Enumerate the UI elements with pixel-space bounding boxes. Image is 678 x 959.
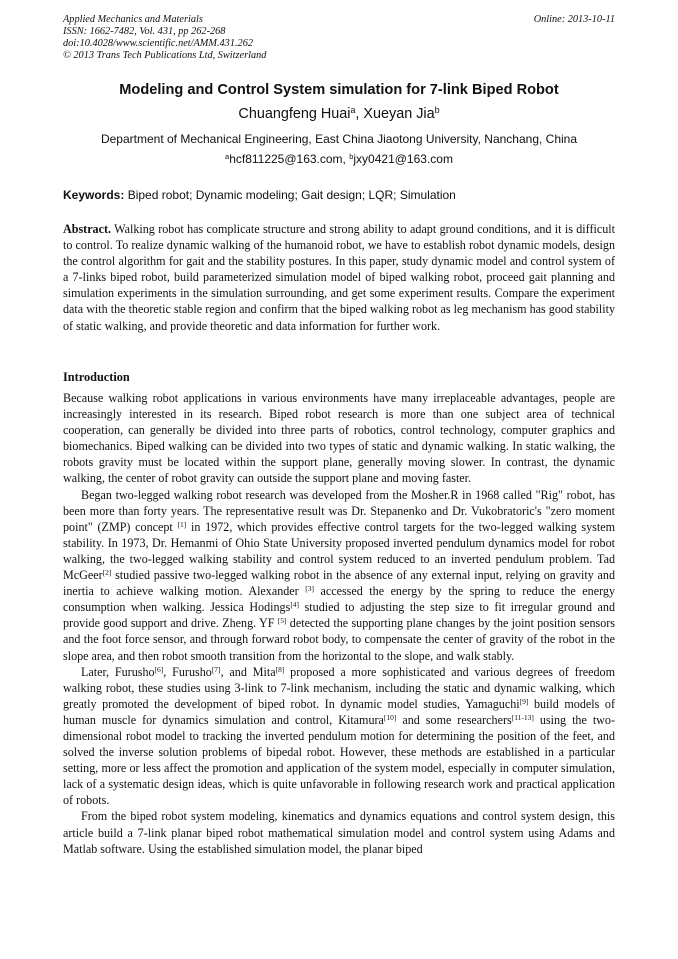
citation-ref[interactable]: [3] [305,584,314,593]
author-name: Chuangfeng Huai [238,106,351,122]
author-affil-marker: b [434,105,440,116]
journal-name: Applied Mechanics and Materials [63,14,203,25]
author-line [40,105,638,123]
introduction-body [63,390,615,857]
citation-ref[interactable]: [4] [290,600,300,610]
issn-line: ISSN: 1662-7482, Vol. 431, pp 262-268 [63,26,226,37]
paragraph-text: and some researchers [396,712,512,727]
citation-ref[interactable]: [2] [102,567,112,577]
doi-line[interactable]: doi:10.4028/www.scientific.net/AMM.431.262 [63,38,253,49]
citation-ref[interactable]: [5] [277,616,287,626]
author-email-link[interactable]: hcf811225@163.com, [229,152,350,166]
paragraph-text: detected the supporting plane changes by the joint position sensors and the foot force sensor, and through forward robot body, to compensate the center of gravity of the robot in the slope area, and then robot smooth transition from the horizontal to the slope, and walk stably. [63,616,616,663]
keywords [63,187,615,203]
paragraph: Because walking robot applications in various environments have many irreplaceable advantages, people are increasingly interested in its research. Biped robot research is more than one subject area of technical cooperation, can generally be divided into three parts of robotics, control technology, computer graphics and biomechanics. Biped walking can be divided into two types of static and dynamic walking. In static walking, the robots gravity must be located within the support plane, generally moving slower. In contrast, the dynamic walking, the center of robot gravity can outside the support plane and moving faster. [63,391,615,486]
keywords-text: Biped robot; Dynamic modeling; Gait design; LQR; Simulation [124,188,456,202]
citation-ref[interactable]: [6] [154,664,164,674]
paper-title: Modeling and Control System simulation for 7-link Biped Robot [119,82,559,98]
paragraph-text: , Furusho [163,664,212,679]
author-separator: , [355,106,364,122]
paragraph [63,664,615,809]
paragraph-text: studied to adjusting the step size to fit irregular ground and provide good support and drive. Zheng. YF [63,600,616,631]
abstract-label: Abstract. [63,222,112,236]
email-marker: b [349,151,354,161]
author-email-link[interactable]: jxy0421@163.com [353,152,453,166]
paragraph-text: using the two-dimensional robot model to tracking the inverted pendulum motion for determining the position of the feet, and solved the inverse solution problems of bipedal robot. However, these methods are established in a particular setting, more or less affect the promotion and application of the system model, especially in computer simulation, lack of a systematic design ideas, which is quite unfavorable in following research work and practical application of robots. [63,712,615,808]
paragraph-text: Began two-legged walking robot research was developed from the Mosher.R in 1968 called "Rig" robot, has been more than forty years. The representative result was Dr. Stepanenko and Dr. Vukobratoric's "zero moment point" (ZMP) concept [63,487,615,534]
paragraph-text: in 1972, which provides effective control targets for the two-legged walking system stability. In 1973, Dr. Hemanmi of Ohio State University proposed inverted pendulum dynamics model for robot walking, the two-legged walking stability and control system reduced to an inverted pendulum problem. Tad McGeer [63,519,615,583]
email-line [40,151,638,167]
citation-ref[interactable]: [1] [177,519,187,529]
citation-ref[interactable]: [7] [211,664,221,674]
email-marker: a [225,151,230,161]
online-date: Online: 2013-10-11 [533,14,615,25]
citation-ref[interactable]: [11-13] [511,712,534,722]
journal-header [63,14,615,62]
citation-ref[interactable]: [8] [275,664,285,674]
abstract-text: Walking robot has complicate structure and strong ability to adapt ground conditions, and it is difficult to control. To realize dynamic walking of the humanoid robot, we have to establish robot dynamic models, design the control algorithm for gait and the stability postures. In this paper, study dynamic model and control system of a 7-links biped robot, build parameterized simulation model of biped walking robot, proceed gait planning and simulation experiments in the simulation surrounding, and get some experiment results. Compare the experiment data with the theoretic stable region and confirm that the biped walking robot as leg mechanism has good stability of static walking, and provide theoretic and data information for further work. [63,222,615,333]
citation-ref[interactable]: [9] [519,696,529,706]
paragraph-text: proposed a more sophisticated and various degrees of freedom walking robot, these studies using 3-link to 7-link mechanism, including the static and dynamic walking, which greatly promoted the development of biped robot. In dynamic model studies, Yamaguchi [63,664,615,711]
paragraph-text: studied passive two-legged walking robot in the absence of any external input, relying on gravity and inertia to achieve walking motion. Alexander [63,568,615,599]
copyright-line: © 2013 Trans Tech Publications Ltd, Switzerland [63,50,267,61]
abstract [63,221,615,334]
keywords-label: Keywords: [63,188,125,202]
paragraph-text: accessed the energy by the spring to reduce the energy consumption when walking. Jessica Hodings [63,584,615,615]
paragraph-text: Later, Furusho [81,664,155,679]
author-affil-marker: a [350,105,356,116]
paragraph-text: build models of human muscle for dynamics simulation and control, Kitamura [63,696,615,727]
section-heading: Introduction [63,370,130,384]
citation-ref[interactable]: [10] [383,712,397,722]
affiliation: Department of Mechanical Engineering, East China Jiaotong University, Nanchang, China [100,132,578,146]
paragraph: From the biped robot system modeling, kinematics and dynamics equations and control system design, this article build a 7-link planar biped robot mathematical simulation model and control system using Adams and Matlab software. Using the established simulation model, the planar biped [63,809,615,856]
author-name: Xueyan Jia [363,106,435,122]
paragraph-text: , and Mita [220,664,276,679]
paragraph [63,487,615,664]
